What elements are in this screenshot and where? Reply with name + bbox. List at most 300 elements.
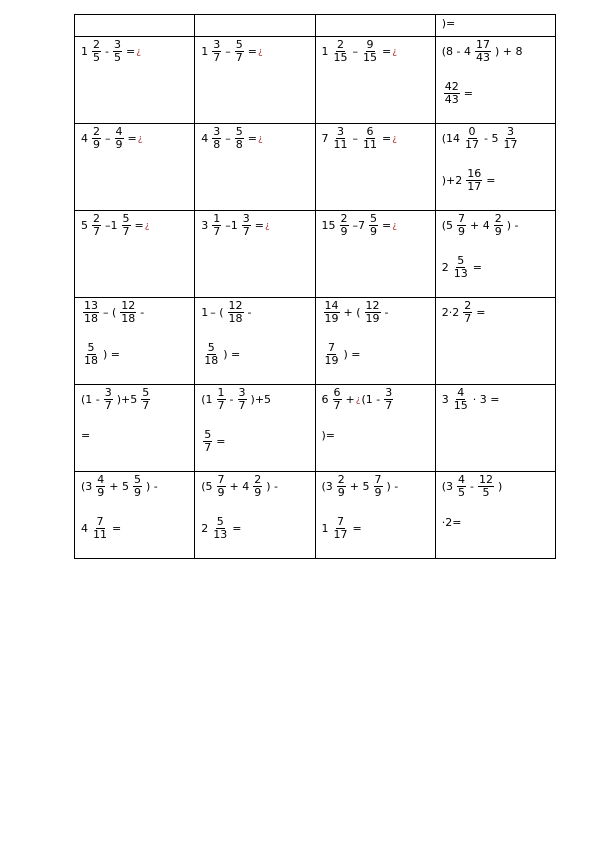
denominator: 9 xyxy=(370,225,377,239)
fraction xyxy=(374,474,383,499)
expression-text: = xyxy=(382,132,392,146)
table-row xyxy=(75,124,556,211)
exercise-content xyxy=(316,211,435,297)
denominator: 5 xyxy=(458,486,466,500)
numerator: 4 xyxy=(458,473,466,486)
expression-text: 4 xyxy=(81,132,88,146)
numerator: 5 xyxy=(122,212,130,225)
numerator: 17 xyxy=(476,38,491,51)
exercise-cell xyxy=(315,124,435,211)
denominator: 7 xyxy=(235,51,243,65)
expression-text: ·2= xyxy=(441,516,462,529)
fraction xyxy=(83,342,99,367)
expression-text: (3 xyxy=(81,480,93,494)
denominator: 5 xyxy=(113,51,121,65)
exercise-content xyxy=(436,124,555,210)
numerator: 12 xyxy=(228,299,243,312)
fraction xyxy=(92,39,101,64)
denominator: 9 xyxy=(115,138,123,152)
denominator: 7 xyxy=(242,225,250,239)
denominator: 9 xyxy=(340,225,348,239)
exercise-cell xyxy=(75,472,195,559)
numerator: 3 xyxy=(238,386,246,399)
fraction xyxy=(212,39,221,64)
expression-text: 1 xyxy=(201,45,209,59)
exercise-content xyxy=(316,37,435,123)
fraction xyxy=(217,474,226,499)
denominator: 7 xyxy=(213,225,221,239)
expression-text: )+5 xyxy=(250,393,272,407)
table-row xyxy=(75,15,556,37)
denominator: 19 xyxy=(324,312,339,326)
expression-text: - xyxy=(105,45,109,59)
expression-text: 3 xyxy=(201,219,209,233)
numerator: 5 xyxy=(370,212,377,225)
expression-line xyxy=(80,213,150,238)
exercise-cell xyxy=(75,211,195,298)
numerator: 7 xyxy=(337,515,344,528)
expression-text: ) - xyxy=(386,480,399,494)
exercise-content xyxy=(436,298,555,384)
exercise-cell xyxy=(315,15,435,37)
exercise-content xyxy=(316,472,435,558)
expression-line xyxy=(441,300,487,325)
exercise-content xyxy=(75,472,194,558)
denominator: 9 xyxy=(494,225,502,239)
exercise-content xyxy=(436,385,555,471)
numerator: 5 xyxy=(204,428,212,441)
expression-text: – xyxy=(225,45,231,59)
expression-line xyxy=(321,474,400,499)
denominator: 9 xyxy=(254,486,262,500)
expression-text: 7 xyxy=(321,132,329,146)
expression-text: (1 - xyxy=(361,393,381,407)
exercise-content xyxy=(195,298,314,384)
fraction xyxy=(120,300,136,325)
exercise-cell xyxy=(195,15,315,37)
numerator: 3 xyxy=(213,125,221,138)
fraction xyxy=(203,342,219,367)
exercise-cell xyxy=(195,472,315,559)
fraction xyxy=(384,387,393,412)
expression-text: 5 xyxy=(81,219,88,233)
expression-text: – xyxy=(352,45,358,59)
expression-text: = xyxy=(476,306,486,320)
exercise-cell xyxy=(435,15,555,37)
denominator: 9 xyxy=(97,486,105,500)
expression-line xyxy=(321,387,397,412)
expression-text: + 4 xyxy=(470,219,490,233)
numerator: 3 xyxy=(242,212,250,225)
numerator: 3 xyxy=(104,386,112,399)
exercise-cell xyxy=(75,298,195,385)
exercise-cell xyxy=(435,211,555,298)
expression-text: 2 xyxy=(441,261,449,275)
numerator: 7 xyxy=(458,212,466,225)
fraction xyxy=(466,168,482,193)
expression-text: + 5 xyxy=(109,480,130,494)
numerator: 2 xyxy=(340,212,348,225)
denominator: 7 xyxy=(93,225,100,239)
fraction xyxy=(238,387,247,412)
expression-text: 1 xyxy=(321,522,329,536)
expression-text: ) = xyxy=(223,348,241,362)
expression-text: )= xyxy=(441,17,456,30)
expression-text: = xyxy=(382,45,392,59)
expression-text: = xyxy=(125,45,136,59)
numerator: 5 xyxy=(235,125,243,138)
exercise-cell xyxy=(435,385,555,472)
table-row xyxy=(75,211,556,298)
table-row xyxy=(75,472,556,559)
exercise-cell xyxy=(75,124,195,211)
exercise-content xyxy=(436,15,555,36)
numerator: 12 xyxy=(365,299,380,312)
exercise-content xyxy=(75,211,194,297)
expression-line xyxy=(321,213,398,238)
expression-text: 1 xyxy=(81,45,88,59)
expression-text: - xyxy=(384,306,389,320)
fraction xyxy=(235,126,244,151)
fraction xyxy=(478,474,494,499)
expression-line xyxy=(441,213,520,238)
numerator: 1 xyxy=(217,386,225,399)
exercise-table xyxy=(74,14,556,559)
exercise-content xyxy=(195,15,314,36)
fraction xyxy=(113,39,122,64)
expression-line xyxy=(321,429,337,442)
fraction xyxy=(503,126,519,151)
fraction xyxy=(453,387,469,412)
denominator: 9 xyxy=(374,486,382,500)
exercise-cell xyxy=(315,472,435,559)
expression-text: - xyxy=(140,306,145,320)
fraction xyxy=(242,213,251,238)
expression-text: )= xyxy=(321,429,336,442)
numerator: 2 xyxy=(337,473,345,486)
fraction xyxy=(83,300,99,325)
denominator: 7 xyxy=(104,399,112,413)
denominator: 9 xyxy=(337,486,345,500)
expression-text: + ( xyxy=(343,306,361,320)
numerator: 7 xyxy=(96,515,104,528)
numerator: 4 xyxy=(115,125,123,138)
denominator: 15 xyxy=(453,399,468,413)
expression-line xyxy=(321,300,390,325)
expression-line xyxy=(200,39,263,64)
fraction xyxy=(453,255,469,280)
expression-line xyxy=(441,387,501,412)
denominator: 11 xyxy=(363,138,377,152)
expression-text: )+5 xyxy=(116,393,138,407)
numerator: 5 xyxy=(134,473,142,486)
expression-line xyxy=(200,474,279,499)
denominator: 19 xyxy=(365,312,380,326)
denominator: 9 xyxy=(93,138,100,152)
expression-text: (5 xyxy=(441,219,454,233)
expression-text: = xyxy=(232,522,242,536)
numerator: 6 xyxy=(366,125,374,138)
fraction xyxy=(324,342,340,367)
numerator: 13 xyxy=(84,299,98,312)
expression-text: - xyxy=(229,393,234,407)
fraction xyxy=(464,126,480,151)
expression-text: = xyxy=(127,132,137,146)
fraction xyxy=(96,474,105,499)
expression-text: 3 xyxy=(441,393,449,407)
placeholder-symbol: ¿ xyxy=(264,220,270,231)
exercise-content xyxy=(195,211,314,297)
fraction xyxy=(203,429,212,454)
denominator: 8 xyxy=(235,138,243,152)
denominator: 9 xyxy=(217,486,225,500)
expression-line xyxy=(80,387,153,412)
denominator: 18 xyxy=(84,354,98,368)
numerator: 12 xyxy=(121,299,136,312)
fraction xyxy=(217,387,226,412)
exercise-cell xyxy=(435,472,555,559)
expression-line xyxy=(441,168,497,193)
expression-text: = xyxy=(254,219,264,233)
numerator: 3 xyxy=(385,386,393,399)
expression-line xyxy=(321,342,362,367)
expression-text: = xyxy=(352,522,362,536)
expression-line xyxy=(441,126,522,151)
numerator: 5 xyxy=(87,341,95,354)
numerator: 14 xyxy=(324,299,339,312)
fraction xyxy=(494,213,503,238)
exercise-cell xyxy=(195,37,315,124)
numerator: 0 xyxy=(468,125,476,138)
expression-text: – xyxy=(105,132,111,146)
numerator: 2 xyxy=(93,38,100,51)
exercise-cell xyxy=(315,385,435,472)
fraction xyxy=(92,516,108,541)
fraction xyxy=(457,213,466,238)
expression-text: = xyxy=(247,45,257,59)
fraction xyxy=(324,300,340,325)
numerator: 12 xyxy=(479,473,494,486)
denominator: 9 xyxy=(458,225,466,239)
numerator: 3 xyxy=(337,125,344,138)
expression-text: ) xyxy=(498,480,503,494)
fraction xyxy=(444,81,460,106)
fraction xyxy=(333,516,349,541)
numerator: 2 xyxy=(464,299,472,312)
exercise-cell xyxy=(435,124,555,211)
exercise-cell xyxy=(315,37,435,124)
fraction xyxy=(141,387,150,412)
exercise-content xyxy=(316,385,435,471)
numerator: 42 xyxy=(444,80,459,93)
exercise-cell xyxy=(75,385,195,472)
expression-line xyxy=(441,17,457,30)
expression-line xyxy=(441,39,524,64)
fraction xyxy=(333,387,342,412)
expression-line xyxy=(200,300,252,325)
exercise-content xyxy=(75,37,194,123)
expression-text: - xyxy=(470,480,475,494)
fraction xyxy=(122,213,131,238)
expression-text: (8 - 4 xyxy=(441,45,472,59)
expression-line xyxy=(80,300,145,325)
expression-text: (1 xyxy=(201,393,213,407)
expression-text: = xyxy=(472,261,482,275)
numerator: 5 xyxy=(457,254,465,267)
expression-text: · 3 = xyxy=(472,393,500,407)
denominator: 17 xyxy=(465,138,480,152)
expression-text: - xyxy=(247,306,252,320)
expression-text: –1 xyxy=(225,219,238,233)
denominator: 7 xyxy=(142,399,150,413)
fraction xyxy=(212,126,221,151)
fraction xyxy=(333,126,349,151)
expression-text: – ( xyxy=(103,306,117,320)
denominator: 5 xyxy=(482,486,490,500)
denominator: 18 xyxy=(204,354,219,368)
numerator: 2 xyxy=(254,473,262,486)
exercise-content xyxy=(195,472,314,558)
numerator: 1 xyxy=(213,212,221,225)
exercise-content xyxy=(75,385,194,471)
numerator: 2 xyxy=(93,212,100,225)
expression-line xyxy=(80,39,141,64)
numerator: 2 xyxy=(337,38,344,51)
exercise-content xyxy=(316,124,435,210)
expression-line xyxy=(200,516,242,541)
expression-line xyxy=(321,39,398,64)
fraction xyxy=(475,39,491,64)
exercise-cell xyxy=(435,37,555,124)
expression-text: ) - xyxy=(146,480,158,494)
expression-text: ) - xyxy=(506,219,519,233)
numerator: 4 xyxy=(457,386,465,399)
fraction xyxy=(253,474,262,499)
expression-text: –7 xyxy=(352,219,365,233)
exercise-content xyxy=(75,298,194,384)
fraction xyxy=(337,474,346,499)
numerator: 7 xyxy=(374,473,382,486)
expression-line xyxy=(200,429,226,454)
exercise-cell xyxy=(315,298,435,385)
denominator: 9 xyxy=(134,486,142,500)
expression-line xyxy=(200,213,270,238)
expression-line xyxy=(80,342,121,367)
fraction xyxy=(228,300,244,325)
denominator: 7 xyxy=(464,312,472,326)
exercise-table-body xyxy=(75,15,556,559)
numerator: 7 xyxy=(328,341,335,354)
numerator: 6 xyxy=(333,386,341,399)
exercise-content xyxy=(195,37,314,123)
fraction xyxy=(212,516,228,541)
expression-text: 6 xyxy=(321,393,329,407)
numerator: 5 xyxy=(207,341,215,354)
denominator: 19 xyxy=(324,354,339,368)
expression-text: 4 xyxy=(81,522,88,536)
numerator: 5 xyxy=(216,515,224,528)
numerator: 2 xyxy=(494,212,502,225)
denominator: 13 xyxy=(213,528,228,542)
expression-text: – xyxy=(352,132,358,146)
placeholder-symbol: ¿ xyxy=(392,220,397,231)
numerator: 3 xyxy=(507,125,515,138)
expression-text: = xyxy=(463,87,473,101)
exercise-content xyxy=(436,37,555,123)
exercise-cell xyxy=(75,37,195,124)
numerator: 3 xyxy=(113,38,121,51)
exercise-content xyxy=(195,124,314,210)
denominator: 7 xyxy=(204,441,212,455)
expression-text: + 4 xyxy=(229,480,250,494)
expression-text: ) - xyxy=(266,480,279,494)
expression-line xyxy=(200,387,272,412)
table-row xyxy=(75,385,556,472)
expression-text: (5 xyxy=(201,480,213,494)
denominator: 18 xyxy=(84,312,98,326)
denominator: 7 xyxy=(333,399,341,413)
denominator: 18 xyxy=(121,312,136,326)
expression-text: – ( xyxy=(210,306,224,320)
fraction xyxy=(133,474,142,499)
expression-text: 2·2 xyxy=(441,306,460,320)
numerator: 2 xyxy=(93,125,100,138)
exercise-content xyxy=(75,15,194,36)
expression-text: ) + 8 xyxy=(495,45,523,59)
denominator: 11 xyxy=(93,528,107,542)
placeholder-symbol: ¿ xyxy=(392,133,397,144)
fraction xyxy=(463,300,472,325)
expression-line xyxy=(441,474,504,499)
exercise-content xyxy=(195,385,314,471)
expression-text: ) = xyxy=(103,348,121,362)
fraction xyxy=(104,387,113,412)
denominator: 7 xyxy=(385,399,393,413)
denominator: 7 xyxy=(122,225,130,239)
fraction xyxy=(457,474,466,499)
exercise-cell xyxy=(315,211,435,298)
placeholder-symbol: ¿ xyxy=(257,133,263,144)
expression-text: )+2 xyxy=(441,174,463,188)
expression-line xyxy=(200,342,241,367)
denominator: 15 xyxy=(333,51,348,65)
expression-text: = xyxy=(112,522,122,536)
expression-text: = xyxy=(486,174,496,188)
denominator: 17 xyxy=(333,528,348,542)
expression-text: = xyxy=(134,219,144,233)
placeholder-symbol: ¿ xyxy=(137,133,143,144)
expression-text: ) = xyxy=(343,348,361,362)
fraction xyxy=(212,213,221,238)
denominator: 11 xyxy=(333,138,348,152)
expression-line xyxy=(80,516,122,541)
expression-text: 4 xyxy=(201,132,209,146)
expression-line xyxy=(80,429,91,442)
fraction xyxy=(362,126,378,151)
expression-line xyxy=(321,516,363,541)
expression-text: = xyxy=(81,429,91,442)
expression-line xyxy=(441,81,474,106)
expression-text: (3 xyxy=(441,480,454,494)
numerator: 4 xyxy=(97,473,105,486)
denominator: 7 xyxy=(238,399,246,413)
expression-text: + 5 xyxy=(349,480,370,494)
expression-text: 1 xyxy=(201,306,209,320)
fraction xyxy=(369,213,378,238)
fraction xyxy=(92,126,101,151)
placeholder-symbol: ¿ xyxy=(144,220,150,231)
denominator: 13 xyxy=(453,267,468,281)
